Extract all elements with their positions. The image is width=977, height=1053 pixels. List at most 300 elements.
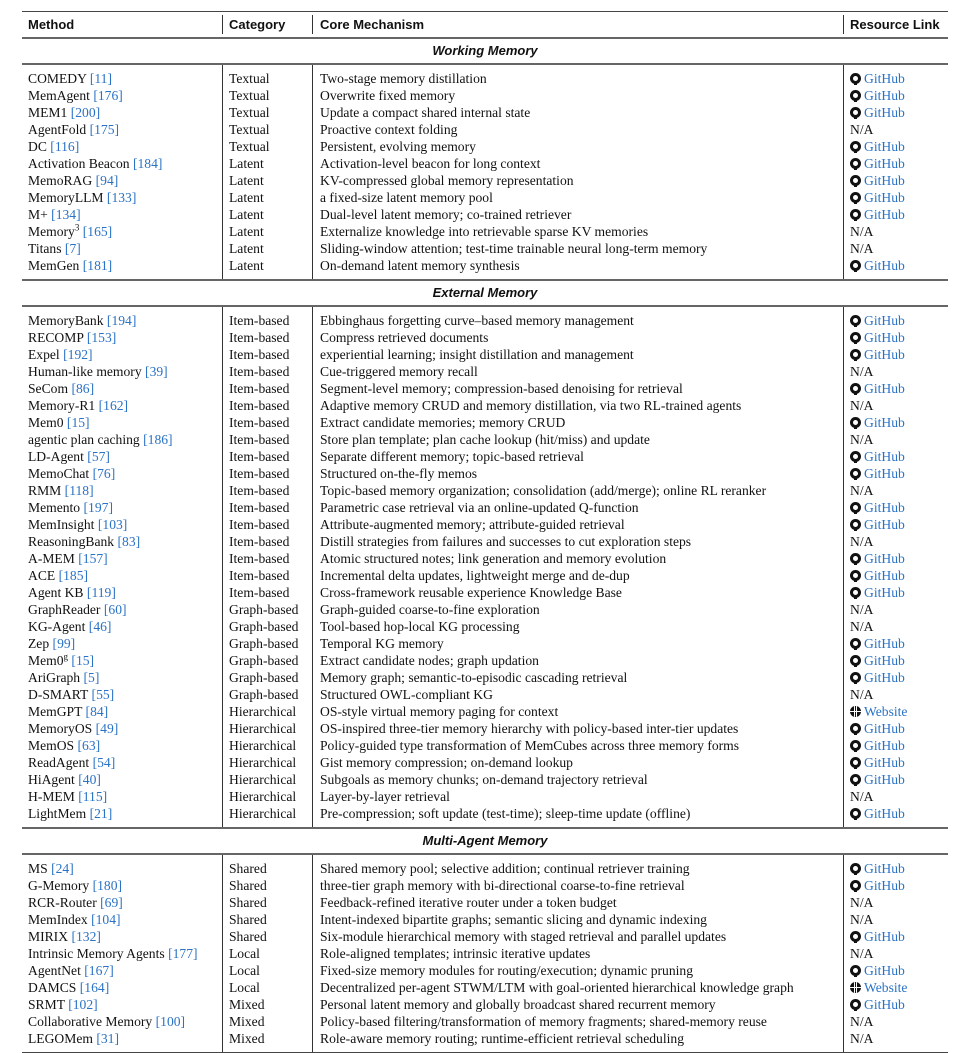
table-row bbox=[22, 945, 948, 962]
method-cell bbox=[22, 860, 222, 877]
citation-number[interactable]: 94 bbox=[100, 173, 114, 188]
github-link[interactable] bbox=[850, 861, 905, 876]
category-cell: Item-based bbox=[222, 499, 312, 516]
resource-na: N/A bbox=[850, 432, 874, 447]
citation-link[interactable]: [194] bbox=[106, 313, 137, 328]
spacer-cell bbox=[222, 822, 312, 827]
github-link[interactable] bbox=[850, 929, 905, 944]
github-label[interactable]: GitHub bbox=[864, 347, 905, 362]
method-name: MemAgent bbox=[28, 88, 90, 103]
github-link[interactable] bbox=[850, 173, 905, 188]
citation-number[interactable]: 176 bbox=[97, 88, 119, 103]
citation-number[interactable]: 69 bbox=[104, 895, 119, 910]
github-link[interactable] bbox=[850, 381, 905, 396]
github-link[interactable] bbox=[850, 415, 905, 430]
resource-na: N/A bbox=[850, 1014, 874, 1029]
category-cell: Shared bbox=[222, 860, 312, 877]
github-label[interactable]: GitHub bbox=[864, 88, 905, 103]
table-row bbox=[22, 1013, 948, 1030]
method-name: MemoryOS bbox=[28, 721, 93, 736]
citation-number[interactable]: 194 bbox=[111, 313, 132, 328]
resource-cell bbox=[843, 1030, 948, 1047]
category-cell: Shared bbox=[222, 877, 312, 894]
citation-number[interactable]: 100 bbox=[160, 1014, 181, 1029]
spacer-cell bbox=[843, 274, 948, 279]
citation-link[interactable]: [186] bbox=[143, 432, 173, 447]
github-icon bbox=[850, 553, 861, 564]
mechanism-cell: Tool-based hop-local KG processing bbox=[312, 618, 843, 635]
citation-link[interactable]: [60] bbox=[103, 602, 127, 617]
citation-number[interactable]: 76 bbox=[97, 466, 111, 481]
citation-link[interactable]: [40] bbox=[78, 772, 101, 787]
citation-number[interactable]: 86 bbox=[75, 381, 90, 396]
citation-number[interactable]: 63 bbox=[82, 738, 96, 753]
citation-number[interactable]: 132 bbox=[75, 929, 97, 944]
citation-number[interactable]: 184 bbox=[137, 156, 158, 171]
citation-number[interactable]: 180 bbox=[97, 878, 118, 893]
citation-link[interactable]: [200] bbox=[70, 105, 101, 120]
citation-link[interactable]: [176] bbox=[93, 88, 123, 103]
citation-link[interactable]: [165] bbox=[82, 224, 113, 239]
citation-number[interactable]: 164 bbox=[84, 980, 105, 995]
citation-link[interactable]: [103] bbox=[97, 517, 128, 532]
github-icon bbox=[850, 638, 861, 649]
citation-number[interactable]: 40 bbox=[82, 772, 97, 787]
resource-na: N/A bbox=[850, 534, 874, 549]
spacer-cell bbox=[312, 822, 843, 827]
citation-link[interactable]: [15] bbox=[71, 653, 95, 668]
resource-cell bbox=[843, 911, 948, 928]
mechanism-cell: Structured on-the-fly memos bbox=[312, 465, 843, 482]
citation-number[interactable]: 157 bbox=[82, 551, 104, 566]
mechanism-cell: Fixed-size memory modules for routing/execution; dynamic pruning bbox=[312, 962, 843, 979]
resource-cell bbox=[843, 601, 948, 618]
citation-number[interactable]: 162 bbox=[103, 398, 124, 413]
citation-number[interactable]: 54 bbox=[97, 755, 111, 770]
citation-link[interactable]: [185] bbox=[58, 568, 89, 583]
table-row bbox=[22, 363, 948, 380]
github-label[interactable]: GitHub bbox=[864, 449, 905, 464]
table-row bbox=[22, 380, 948, 397]
github-link[interactable] bbox=[850, 88, 905, 103]
resource-cell bbox=[843, 172, 948, 189]
github-label[interactable]: GitHub bbox=[864, 156, 905, 171]
mechanism-cell: Intent-indexed bipartite graphs; semantic slicing and dynamic indexing bbox=[312, 911, 843, 928]
citation-number[interactable]: 5 bbox=[88, 670, 95, 685]
website-label[interactable]: Website bbox=[864, 980, 908, 995]
github-link[interactable] bbox=[850, 466, 905, 481]
citation-link[interactable]: [162] bbox=[98, 398, 129, 413]
citation-link[interactable]: [104] bbox=[91, 912, 121, 927]
citation-link[interactable]: [102] bbox=[68, 997, 98, 1012]
citation-number[interactable]: 177 bbox=[172, 946, 194, 961]
citation-number[interactable]: 118 bbox=[69, 483, 90, 498]
method-cell bbox=[22, 720, 222, 737]
citation-link[interactable]: [83] bbox=[117, 534, 141, 549]
resource-na: N/A bbox=[850, 619, 874, 634]
citation-number[interactable]: 24 bbox=[55, 861, 70, 876]
citation-number[interactable]: 197 bbox=[88, 500, 109, 515]
github-link[interactable] bbox=[850, 738, 905, 753]
spacer-cell bbox=[22, 274, 222, 279]
mechanism-cell: Ebbinghaus forgetting curve–based memory management bbox=[312, 312, 843, 329]
github-label[interactable]: GitHub bbox=[864, 929, 905, 944]
citation-number[interactable]: 39 bbox=[149, 364, 164, 379]
github-label[interactable]: GitHub bbox=[864, 313, 905, 328]
mechanism-cell: Dual-level latent memory; co-trained retriever bbox=[312, 206, 843, 223]
citation-link[interactable]: [94] bbox=[95, 173, 119, 188]
table-row bbox=[22, 223, 948, 240]
github-label[interactable]: GitHub bbox=[864, 861, 905, 876]
github-label[interactable]: GitHub bbox=[864, 878, 905, 893]
github-label[interactable]: GitHub bbox=[864, 755, 905, 770]
citation-link[interactable]: [55] bbox=[91, 687, 115, 702]
method-cell bbox=[22, 805, 222, 822]
category-cell: Latent bbox=[222, 172, 312, 189]
github-label[interactable]: GitHub bbox=[864, 772, 905, 787]
citation-link[interactable]: [24] bbox=[51, 861, 74, 876]
citation-number[interactable]: 55 bbox=[96, 687, 110, 702]
method-name: Memory bbox=[28, 224, 75, 239]
citation-number[interactable]: 153 bbox=[91, 330, 112, 345]
citation-link[interactable]: [100] bbox=[155, 1014, 186, 1029]
category-cell: Shared bbox=[222, 894, 312, 911]
github-label[interactable]: GitHub bbox=[864, 330, 905, 345]
github-label[interactable]: GitHub bbox=[864, 670, 905, 685]
table-row bbox=[22, 996, 948, 1013]
method-cell bbox=[22, 894, 222, 911]
citation-number[interactable]: 185 bbox=[63, 568, 84, 583]
citation-link[interactable]: [39] bbox=[145, 364, 168, 379]
citation-link[interactable]: [132] bbox=[71, 929, 101, 944]
citation-link[interactable]: [5] bbox=[83, 670, 100, 685]
resource-cell bbox=[843, 703, 948, 720]
method-name: ACE bbox=[28, 568, 56, 583]
github-link[interactable] bbox=[850, 963, 905, 978]
method-cell bbox=[22, 996, 222, 1013]
citation-number[interactable]: 7 bbox=[69, 241, 77, 256]
resource-cell bbox=[843, 805, 948, 822]
section-title: Multi-Agent Memory bbox=[22, 827, 948, 855]
citation-number[interactable]: 84 bbox=[90, 704, 104, 719]
github-icon bbox=[850, 672, 861, 683]
github-label[interactable]: GitHub bbox=[864, 71, 905, 86]
citation-link[interactable]: [15] bbox=[66, 415, 90, 430]
spacer-cell bbox=[222, 274, 312, 279]
method-cell bbox=[22, 979, 222, 996]
github-link[interactable] bbox=[850, 806, 905, 821]
github-link[interactable] bbox=[850, 755, 905, 770]
github-link[interactable] bbox=[850, 997, 905, 1012]
citation-number[interactable]: 200 bbox=[75, 105, 96, 120]
table-row bbox=[22, 155, 948, 172]
website-label[interactable]: Website bbox=[864, 704, 908, 719]
citation-number[interactable]: 104 bbox=[95, 912, 116, 927]
github-link[interactable] bbox=[850, 313, 905, 328]
method-name: MemoryBank bbox=[28, 313, 104, 328]
method-cell bbox=[22, 240, 222, 257]
method-name: MemInsight bbox=[28, 517, 95, 532]
github-link[interactable] bbox=[850, 156, 905, 171]
method-name: A-MEM bbox=[28, 551, 75, 566]
citation-link[interactable]: [7] bbox=[64, 241, 81, 256]
resource-cell bbox=[843, 257, 948, 274]
citation-number[interactable]: 83 bbox=[122, 534, 136, 549]
citation-link[interactable]: [133] bbox=[106, 190, 137, 205]
github-link[interactable] bbox=[850, 71, 905, 86]
category-cell: Graph-based bbox=[222, 618, 312, 635]
github-label[interactable]: GitHub bbox=[864, 806, 905, 821]
citation-number[interactable]: 15 bbox=[75, 653, 90, 668]
method-name: Collaborative Memory bbox=[28, 1014, 153, 1029]
mechanism-cell: Parametric case retrieval via an online-updated Q-function bbox=[312, 499, 843, 516]
category-cell: Local bbox=[222, 979, 312, 996]
github-label[interactable]: GitHub bbox=[864, 551, 905, 566]
category-cell: Hierarchical bbox=[222, 805, 312, 822]
github-label[interactable]: GitHub bbox=[864, 721, 905, 736]
category-cell: Item-based bbox=[222, 414, 312, 431]
citation-link[interactable]: [84] bbox=[85, 704, 109, 719]
github-label[interactable]: GitHub bbox=[864, 997, 905, 1012]
table-header bbox=[22, 12, 948, 37]
github-label[interactable]: GitHub bbox=[864, 105, 905, 120]
citation-link[interactable]: [57] bbox=[87, 449, 110, 464]
mechanism-cell: Update a compact shared internal state bbox=[312, 104, 843, 121]
github-label[interactable]: GitHub bbox=[864, 585, 905, 600]
citation-number[interactable]: 175 bbox=[94, 122, 115, 137]
category-cell: Item-based bbox=[222, 431, 312, 448]
method-cell bbox=[22, 567, 222, 584]
citation-link[interactable]: [69] bbox=[100, 895, 123, 910]
github-label[interactable]: GitHub bbox=[864, 207, 905, 222]
github-icon bbox=[850, 332, 861, 343]
citation-number[interactable]: 11 bbox=[94, 71, 108, 86]
mechanism-cell: On-demand latent memory synthesis bbox=[312, 257, 843, 274]
citation-link[interactable]: [49] bbox=[95, 721, 119, 736]
github-link[interactable] bbox=[850, 517, 905, 532]
citation-link[interactable]: [175] bbox=[89, 122, 120, 137]
citation-link[interactable]: [119] bbox=[86, 585, 116, 600]
category-cell: Item-based bbox=[222, 567, 312, 584]
citation-number[interactable]: 167 bbox=[88, 963, 110, 978]
method-name: MemGen bbox=[28, 258, 80, 273]
citation-number[interactable]: 21 bbox=[94, 806, 108, 821]
citation-link[interactable]: [31] bbox=[96, 1031, 119, 1046]
github-link[interactable] bbox=[850, 207, 905, 222]
resource-na: N/A bbox=[850, 912, 874, 927]
website-link[interactable] bbox=[850, 704, 907, 719]
github-link[interactable] bbox=[850, 653, 905, 668]
method-name: HiAgent bbox=[28, 772, 75, 787]
citation-link[interactable]: [11] bbox=[89, 71, 112, 86]
github-link[interactable] bbox=[850, 347, 905, 362]
citation-number[interactable]: 133 bbox=[111, 190, 132, 205]
github-icon bbox=[850, 468, 861, 479]
github-link[interactable] bbox=[850, 449, 905, 464]
mechanism-cell: Attribute-augmented memory; attribute-guided retrieval bbox=[312, 516, 843, 533]
category-cell: Graph-based bbox=[222, 652, 312, 669]
spacer-cell bbox=[222, 1047, 312, 1052]
category-cell: Shared bbox=[222, 911, 312, 928]
citation-number[interactable]: 60 bbox=[108, 602, 122, 617]
table-row bbox=[22, 601, 948, 618]
citation-link[interactable]: [192] bbox=[63, 347, 93, 362]
github-link[interactable] bbox=[850, 670, 905, 685]
method-cell bbox=[22, 652, 222, 669]
table-row bbox=[22, 172, 948, 189]
github-link[interactable] bbox=[850, 330, 905, 345]
citation-link[interactable]: [180] bbox=[92, 878, 123, 893]
github-icon bbox=[850, 723, 861, 734]
table-row bbox=[22, 414, 948, 431]
citation-link[interactable]: [177] bbox=[168, 946, 198, 961]
citation-link[interactable]: [184] bbox=[132, 156, 163, 171]
citation-number[interactable]: 116 bbox=[54, 139, 75, 154]
category-cell: Hierarchical bbox=[222, 720, 312, 737]
citation-number[interactable]: 119 bbox=[91, 585, 112, 600]
github-link[interactable] bbox=[850, 585, 905, 600]
method-cell bbox=[22, 380, 222, 397]
citation-link[interactable]: [54] bbox=[92, 755, 116, 770]
resource-cell bbox=[843, 516, 948, 533]
citation-link[interactable]: [21] bbox=[89, 806, 113, 821]
spacer-cell bbox=[843, 1047, 948, 1052]
mechanism-cell: Distill strategies from failures and successes to cut exploration steps bbox=[312, 533, 843, 550]
github-link[interactable] bbox=[850, 105, 905, 120]
resource-cell bbox=[843, 618, 948, 635]
resource-cell bbox=[843, 945, 948, 962]
citation-link[interactable]: [164] bbox=[79, 980, 110, 995]
github-label[interactable]: GitHub bbox=[864, 568, 905, 583]
citation-number[interactable]: 103 bbox=[102, 517, 123, 532]
github-icon bbox=[850, 808, 861, 819]
github-link[interactable] bbox=[850, 772, 905, 787]
method-cell bbox=[22, 928, 222, 945]
github-label[interactable]: GitHub bbox=[864, 963, 905, 978]
citation-link[interactable]: [153] bbox=[86, 330, 117, 345]
method-cell bbox=[22, 121, 222, 138]
github-link[interactable] bbox=[850, 721, 905, 736]
github-label[interactable]: GitHub bbox=[864, 466, 905, 481]
github-label[interactable]: GitHub bbox=[864, 738, 905, 753]
mechanism-cell: Topic-based memory organization; consolidation (add/merge); online RL reranker bbox=[312, 482, 843, 499]
citation-number[interactable]: 31 bbox=[100, 1031, 115, 1046]
citation-link[interactable]: [115] bbox=[78, 789, 108, 804]
github-label[interactable]: GitHub bbox=[864, 190, 905, 205]
github-label[interactable]: GitHub bbox=[864, 415, 905, 430]
github-icon bbox=[850, 192, 861, 203]
github-label[interactable]: GitHub bbox=[864, 517, 905, 532]
category-cell: Item-based bbox=[222, 550, 312, 567]
github-link[interactable] bbox=[850, 551, 905, 566]
citation-number[interactable]: 165 bbox=[87, 224, 108, 239]
table-row bbox=[22, 618, 948, 635]
citation-link[interactable]: [86] bbox=[71, 381, 95, 396]
citation-number[interactable]: 99 bbox=[57, 636, 71, 651]
method-name: Mem0 bbox=[28, 653, 64, 668]
citation-number[interactable]: 192 bbox=[67, 347, 89, 362]
method-cell bbox=[22, 138, 222, 155]
category-cell: Item-based bbox=[222, 533, 312, 550]
citation-number[interactable]: 181 bbox=[87, 258, 108, 273]
citation-link[interactable]: [99] bbox=[52, 636, 76, 651]
citation-number[interactable]: 49 bbox=[100, 721, 114, 736]
citation-number[interactable]: 134 bbox=[55, 207, 77, 222]
citation-number[interactable]: 115 bbox=[82, 789, 103, 804]
citation-link[interactable]: [157] bbox=[78, 551, 108, 566]
resource-na: N/A bbox=[850, 1031, 874, 1046]
github-label[interactable]: GitHub bbox=[864, 139, 905, 154]
citation-link[interactable]: [167] bbox=[84, 963, 114, 978]
github-link[interactable] bbox=[850, 258, 905, 273]
method-name: AriGraph bbox=[28, 670, 81, 685]
category-cell: Latent bbox=[222, 206, 312, 223]
table-row bbox=[22, 516, 948, 533]
citation-link[interactable]: [76] bbox=[92, 466, 116, 481]
citation-number[interactable]: 102 bbox=[72, 997, 94, 1012]
resource-cell bbox=[843, 652, 948, 669]
citation-link[interactable]: [46] bbox=[88, 619, 112, 634]
github-label[interactable]: GitHub bbox=[864, 636, 905, 651]
github-link[interactable] bbox=[850, 878, 905, 893]
github-icon bbox=[850, 880, 861, 891]
resource-cell bbox=[843, 380, 948, 397]
citation-link[interactable]: [197] bbox=[83, 500, 113, 515]
table-row bbox=[22, 104, 948, 121]
citation-link[interactable]: [181] bbox=[82, 258, 113, 273]
citation-link[interactable]: [63] bbox=[77, 738, 101, 753]
github-label[interactable]: GitHub bbox=[864, 500, 905, 515]
memory-methods-table bbox=[22, 11, 948, 1053]
github-link[interactable] bbox=[850, 636, 905, 651]
github-link[interactable] bbox=[850, 139, 905, 154]
citation-link[interactable]: [134] bbox=[51, 207, 81, 222]
resource-na: N/A bbox=[850, 483, 874, 498]
citation-link[interactable]: [118] bbox=[64, 483, 94, 498]
github-label[interactable]: GitHub bbox=[864, 653, 905, 668]
citation-number[interactable]: 186 bbox=[147, 432, 169, 447]
citation-number[interactable]: 57 bbox=[91, 449, 106, 464]
citation-number[interactable]: 15 bbox=[71, 415, 86, 430]
table-row bbox=[22, 669, 948, 686]
github-label[interactable]: GitHub bbox=[864, 258, 905, 273]
resource-cell bbox=[843, 482, 948, 499]
method-cell bbox=[22, 686, 222, 703]
github-label[interactable]: GitHub bbox=[864, 381, 905, 396]
website-link[interactable] bbox=[850, 980, 907, 995]
citation-link[interactable]: [116] bbox=[50, 139, 80, 154]
github-icon bbox=[850, 863, 861, 874]
method-name: Human-like memory bbox=[28, 364, 142, 379]
category-cell: Hierarchical bbox=[222, 788, 312, 805]
github-link[interactable] bbox=[850, 568, 905, 583]
category-cell: Mixed bbox=[222, 996, 312, 1013]
github-icon bbox=[850, 502, 861, 513]
resource-na: N/A bbox=[850, 687, 874, 702]
github-link[interactable] bbox=[850, 190, 905, 205]
citation-number[interactable]: 46 bbox=[93, 619, 107, 634]
method-name: Agent KB bbox=[28, 585, 84, 600]
category-cell: Latent bbox=[222, 257, 312, 274]
github-link[interactable] bbox=[850, 500, 905, 515]
method-name: LEGOMem bbox=[28, 1031, 93, 1046]
github-label[interactable]: GitHub bbox=[864, 173, 905, 188]
method-name: MemoChat bbox=[28, 466, 90, 481]
method-name: GraphReader bbox=[28, 602, 101, 617]
resource-cell bbox=[843, 223, 948, 240]
method-cell bbox=[22, 533, 222, 550]
method-cell bbox=[22, 363, 222, 380]
